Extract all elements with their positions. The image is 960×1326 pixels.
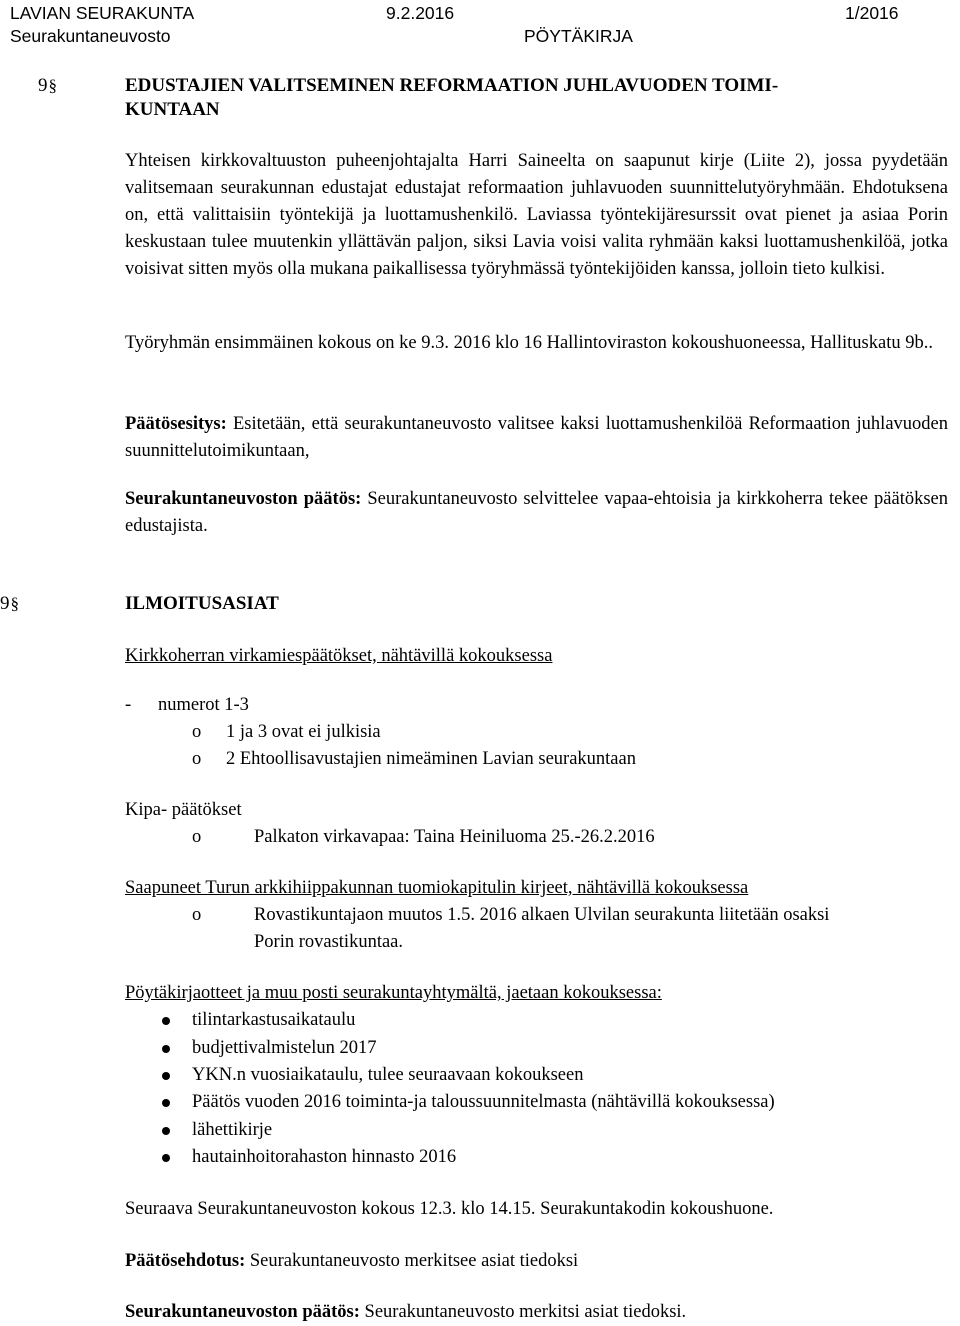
bullet-item: hautainhoitorahaston hinnasto 2016 <box>0 1144 960 1171</box>
header-doc-type: PÖYTÄKIRJA <box>524 26 633 46</box>
section-paragraph: Yhteisen kirkkovaltuuston puheenjohtajalta Harri Saineelta on saapunut kirje (Liite 2), jossa pyydetään valitsemaan seurakunnan edustajat edustajat reformaation juhlavuoden suunnittelutyöryhmään. Ehdotuksena on, että valittaisiin työntekijä ja luottamushenkilö. Laviassa työntekijäresurssit ovat pienet ja asiaa Porin keskustaan tulee muutenkin yllättävän paljon, siksi Lavia voisi valita ryhmään kaksi luottamushenkilöä, jotka voisivat sitten myös olla mukana paikallisessa työryhmässä työntekijöiden kanssa, jolloin tieto kulkisi. <box>125 151 948 279</box>
bullet-icon <box>162 1099 170 1107</box>
circle-marker: o <box>192 722 202 742</box>
bullet-item: budjettivalmistelun 2017 <box>0 1035 960 1062</box>
proposal-text: Esitetään, että seurakuntaneuvosto valitsee kaksi luottamushenkilöä Reformaation juhlavuoden suunnittelutoimikuntaan, <box>125 414 948 461</box>
decision <box>125 1299 686 1326</box>
proposal-text: Seurakuntaneuvosto merkitsee asiat tiedoksi <box>245 1251 579 1271</box>
bullet-item: tilintarkastusaikataulu <box>0 1007 960 1034</box>
section-number: 9§ <box>38 75 57 96</box>
bullet-icon <box>162 1017 170 1025</box>
chapter-letters-heading: Saapuneet Turun arkkihiippakunnan tuomiokapitulin kirjeet, nähtävillä kokouksessa <box>125 878 749 898</box>
decision-label: Seurakuntaneuvoston päätös: <box>125 1302 360 1322</box>
decision-text: Seurakuntaneuvosto merkitsi asiat tiedoksi. <box>359 1302 687 1322</box>
bullet-icon <box>162 1127 170 1135</box>
list-item-continuation: Porin rovastikuntaa. <box>254 932 404 952</box>
bullet-icon <box>162 1072 170 1080</box>
header-number: 1/2016 <box>845 3 899 23</box>
header-org: LAVIAN SEURAKUNTA <box>10 3 195 23</box>
bullet-item: lähettikirje <box>0 1117 960 1144</box>
proposal <box>125 411 948 465</box>
dash-marker: - <box>125 695 132 715</box>
minutes-heading: Pöytäkirjaotteet ja muu posti seurakuntayhtymältä, jaetaan kokouksessa: <box>125 983 662 1003</box>
proposal <box>125 1248 578 1275</box>
section-number: 9§ <box>0 593 19 614</box>
next-meeting: Seuraava Seurakuntaneuvoston kokous 12.3. klo 14.15. Seurakuntakodin kokoushuone. <box>125 1199 774 1219</box>
kipa-heading: Kipa- päätökset <box>125 800 242 820</box>
header-body: Seurakuntaneuvosto <box>10 26 171 46</box>
decision-label: Seurakuntaneuvoston päätös: <box>125 489 362 509</box>
bullet-item: Päätös vuoden 2016 toiminta-ja taloussuunnitelmasta (nähtävillä kokouksessa) <box>0 1089 960 1116</box>
circle-marker: o <box>192 905 202 925</box>
circle-marker: o <box>192 749 202 769</box>
circle-marker: o <box>192 827 202 847</box>
proposal-label: Päätösehdotus: <box>125 1251 246 1271</box>
list-item: o Rovastikuntajaon muutos 1.5. 2016 alkaen Ulvilan seurakunta liitetään osaksi <box>192 905 830 925</box>
bullet-item: YKN.n vuosiaikataulu, tulee seuraavaan kokoukseen <box>0 1062 960 1089</box>
section-title-line2: KUNTAAN <box>125 99 220 120</box>
decision-text: Seurakuntaneuvosto selvittelee vapaa-ehtoisia ja kirkkoherra tekee päätöksen edustajista. <box>125 489 948 536</box>
vicar-decisions-heading: Kirkkoherran virkamiespäätökset, nähtävillä kokouksessa <box>125 646 553 666</box>
meeting-info: Työryhmän ensimmäinen kokous on ke 9.3. 2016 klo 16 Hallintoviraston kokoushuoneessa, Hallituskatu 9b.. <box>125 333 933 353</box>
bullet-icon <box>162 1154 170 1162</box>
decision <box>125 486 948 540</box>
list-item: o Palkaton virkavapaa: Taina Heiniluoma 25.-26.2.2016 <box>192 827 655 847</box>
list-item: o 2 Ehtoollisavustajien nimeäminen Lavian seurakuntaan <box>192 749 636 769</box>
header-date: 9.2.2016 <box>386 3 455 23</box>
section-title: ILMOITUSASIAT <box>125 593 279 614</box>
section-title-line1: EDUSTAJIEN VALITSEMINEN REFORMAATION JUHLAVUODEN TOIMI- <box>125 75 779 96</box>
list-item: o 1 ja 3 ovat ei julkisia <box>192 722 381 742</box>
proposal-label: Päätösesitys: <box>125 414 227 434</box>
list-item: - numerot 1-3 <box>125 695 249 715</box>
bullet-icon <box>162 1045 170 1053</box>
